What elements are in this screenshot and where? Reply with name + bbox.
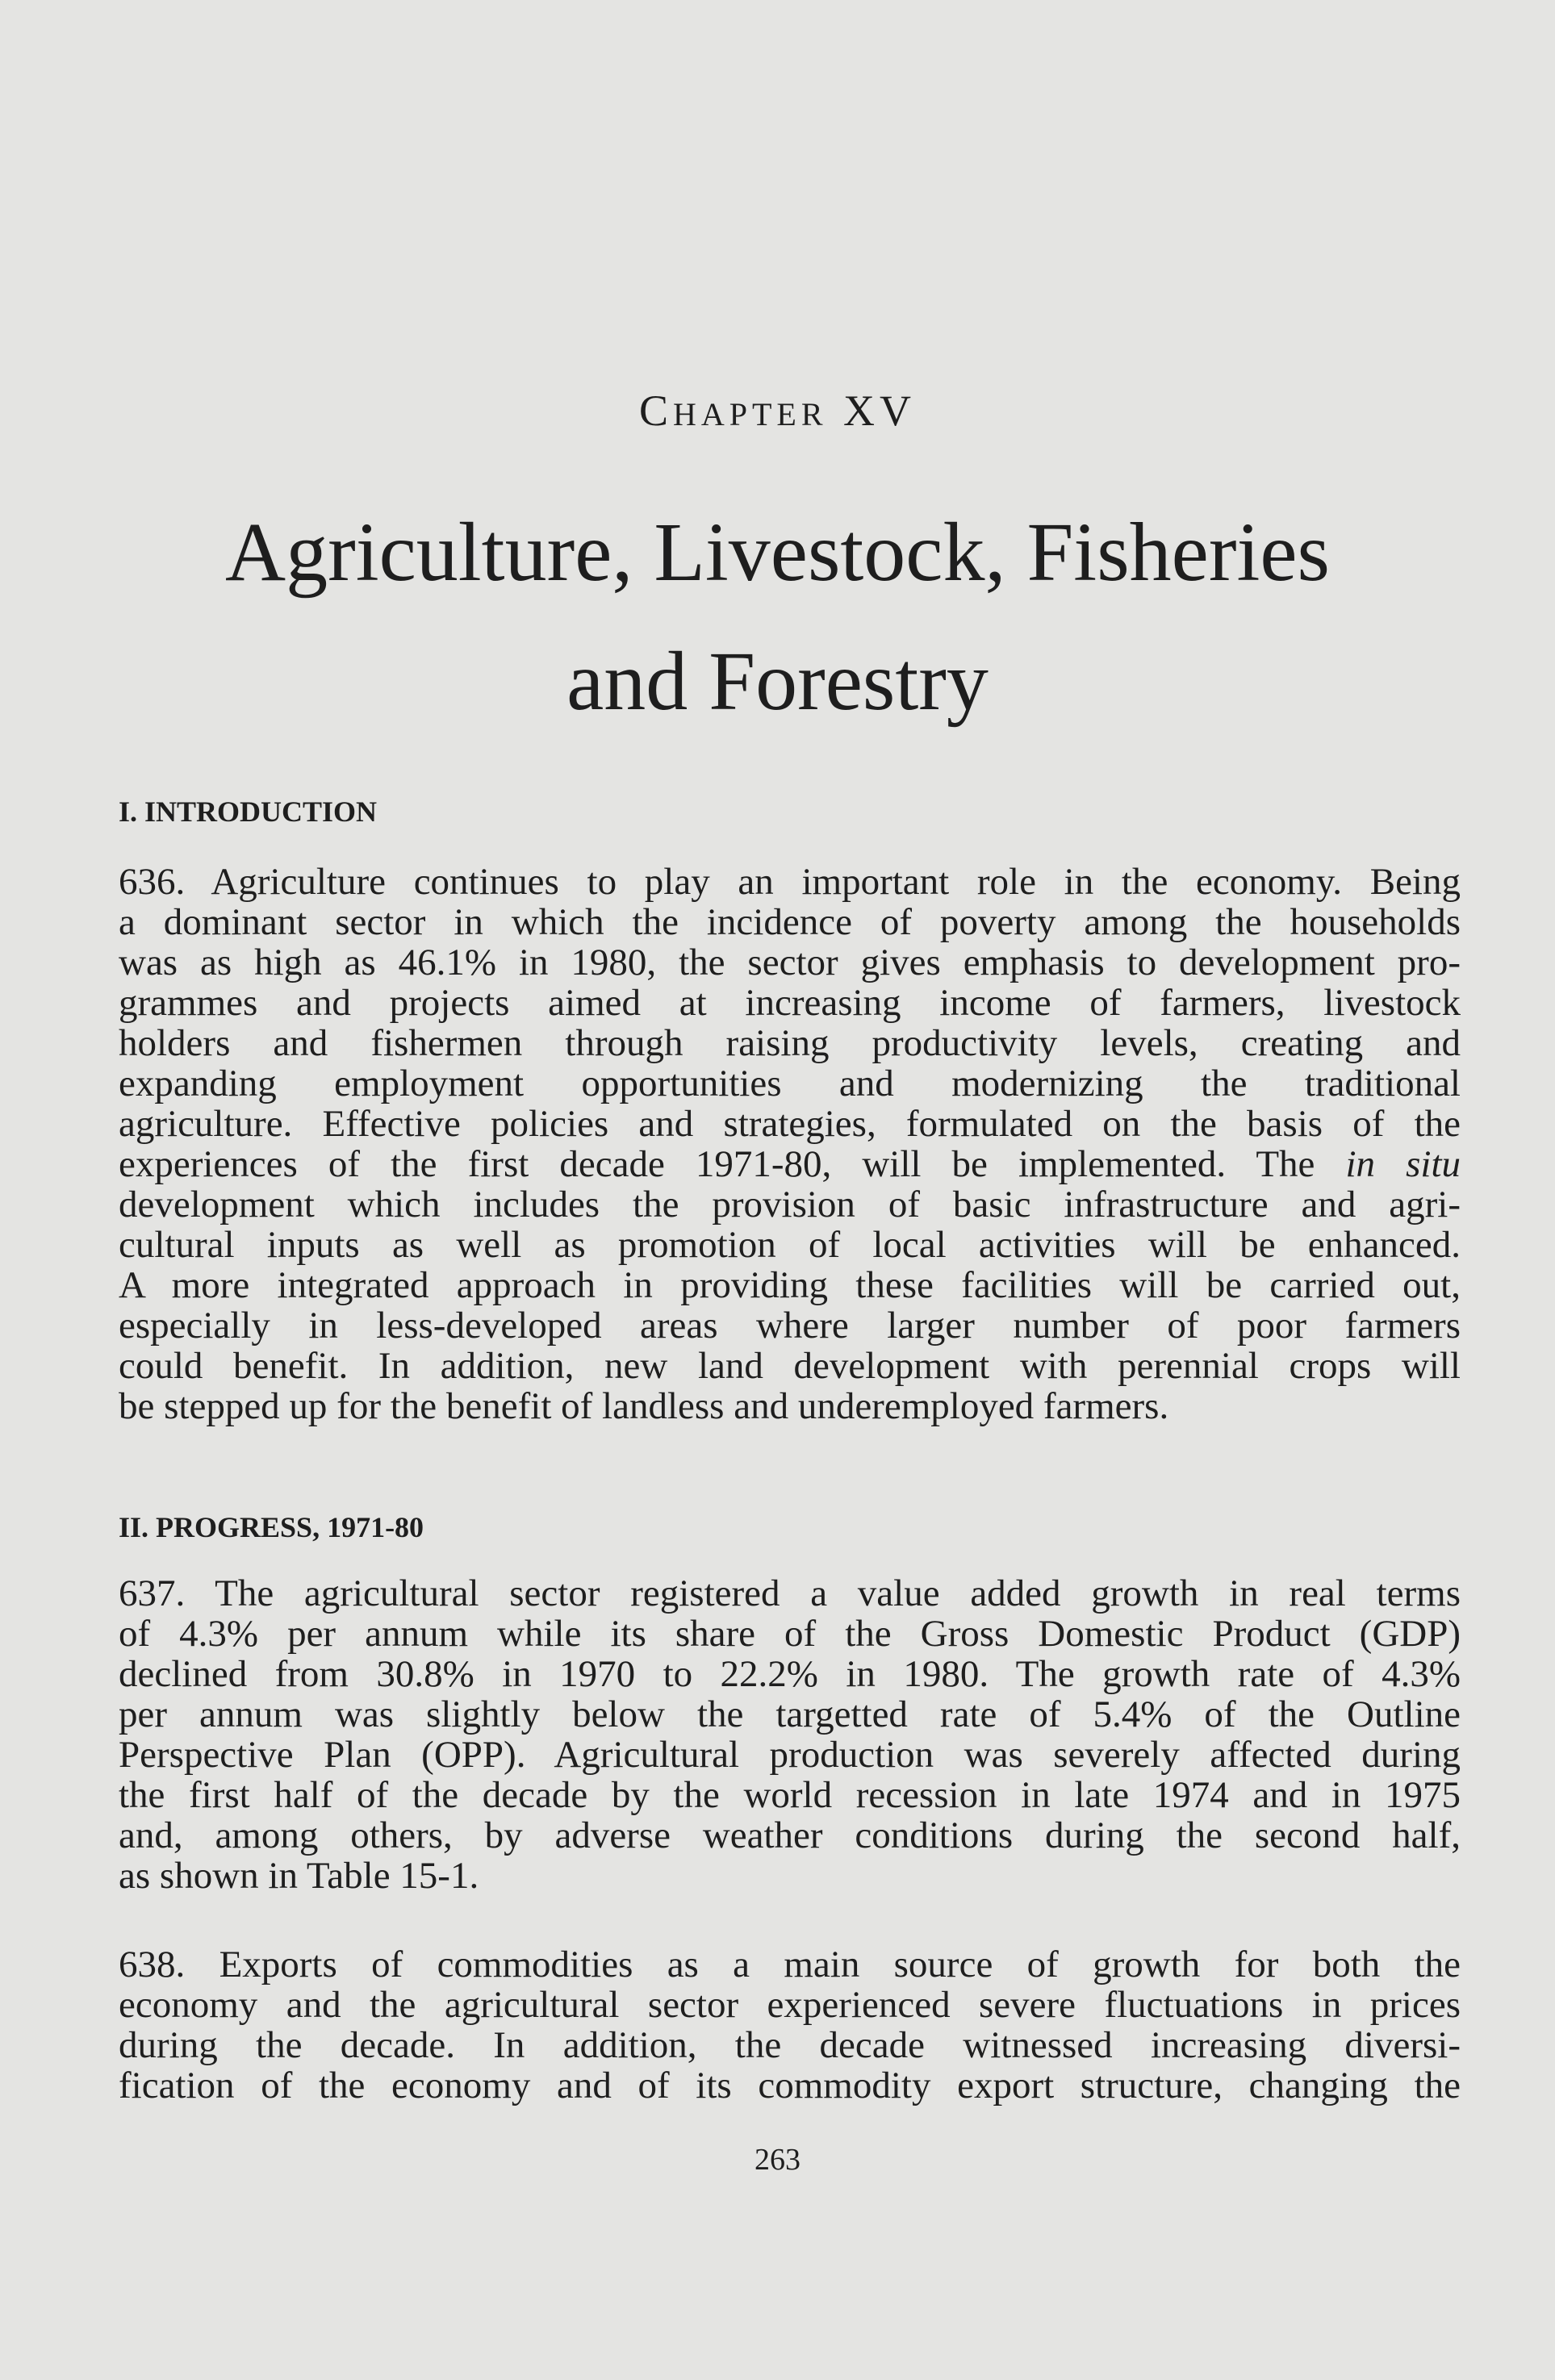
section-heading-progress: II. PROGRESS, 1971-80 bbox=[119, 1511, 424, 1543]
text-line: experiences of the first decade 1971-80, will be implemented. The in situ bbox=[119, 1143, 1461, 1185]
text-line: Perspective Plan (OPP). Agricultural production was severely affected during bbox=[119, 1734, 1461, 1776]
chapter-number: XV bbox=[843, 386, 917, 435]
text-line: economy and the agricultural sector experienced severe fluctuations in prices bbox=[119, 1984, 1461, 2026]
text-line: cultural inputs as well as promotion of local activities will be enhanced. bbox=[119, 1224, 1461, 1266]
text-line: fication of the economy and of its commodity export structure, changing the bbox=[119, 2065, 1461, 2107]
paragraph-638 bbox=[119, 1944, 1461, 2106]
text-line: expanding employment opportunities and modernizing the traditional bbox=[119, 1063, 1461, 1104]
text-line: holders and fishermen through raising productivity levels, creating and bbox=[119, 1022, 1461, 1064]
text-line: 637. The agricultural sector registered a value added growth in real terms bbox=[119, 1572, 1461, 1614]
page-number: 263 bbox=[755, 2143, 800, 2177]
text-line: 638. Exports of commodities as a main source of growth for both the bbox=[119, 1944, 1461, 1985]
text-line: could benefit. In addition, new land development with perennial crops will bbox=[119, 1345, 1461, 1387]
paragraph-637 bbox=[119, 1573, 1461, 1896]
section-heading-introduction: I. INTRODUCTION bbox=[119, 795, 378, 828]
text-line: be stepped up for the benefit of landless and underemployed farmers. bbox=[119, 1385, 1169, 1427]
chapter-title-line-1: Agriculture, Livestock, Fisheries bbox=[224, 506, 1330, 599]
text-line: as shown in Table 15-1. bbox=[119, 1855, 479, 1897]
paragraph-636 bbox=[119, 862, 1461, 1426]
text-line: and, among others, by adverse weather conditions during the second half, bbox=[119, 1814, 1461, 1856]
text-line: 636. Agriculture continues to play an important role in the economy. Being bbox=[119, 861, 1461, 903]
chapter-initial: C bbox=[638, 386, 673, 435]
text-line: especially in less-developed areas where larger number of poor farmers bbox=[119, 1305, 1461, 1347]
chapter-title-line-2: and Forestry bbox=[566, 635, 989, 728]
text-line: of 4.3% per annum while its share of the Gross Domestic Product (GDP) bbox=[119, 1613, 1461, 1655]
text-line: declined from 30.8% in 1970 to 22.2% in 1980. The growth rate of 4.3% bbox=[119, 1653, 1461, 1695]
text-line: the first half of the decade by the world recession in late 1974 and in 1975 bbox=[119, 1774, 1461, 1816]
text-line: a dominant sector in which the incidence of poverty among the households bbox=[119, 901, 1461, 943]
text-line: agriculture. Effective policies and strategies, formulated on the basis of the bbox=[119, 1103, 1461, 1145]
text-line: development which includes the provision of basic infrastructure and agri- bbox=[119, 1184, 1461, 1225]
text-line: A more integrated approach in providing these facilities will be carried out, bbox=[119, 1264, 1461, 1306]
text-line: was as high as 46.1% in 1980, the sector gives emphasis to development pro- bbox=[119, 942, 1461, 983]
text-line: during the decade. In addition, the decade witnessed increasing diversi- bbox=[119, 2024, 1461, 2066]
chapter-label bbox=[0, 386, 1555, 436]
text-line: per annum was slightly below the targetted rate of 5.4% of the Outline bbox=[119, 1693, 1461, 1735]
text-line: grammes and projects aimed at increasing income of farmers, livestock bbox=[119, 982, 1461, 1024]
chapter-word: HAPTER bbox=[672, 396, 828, 432]
